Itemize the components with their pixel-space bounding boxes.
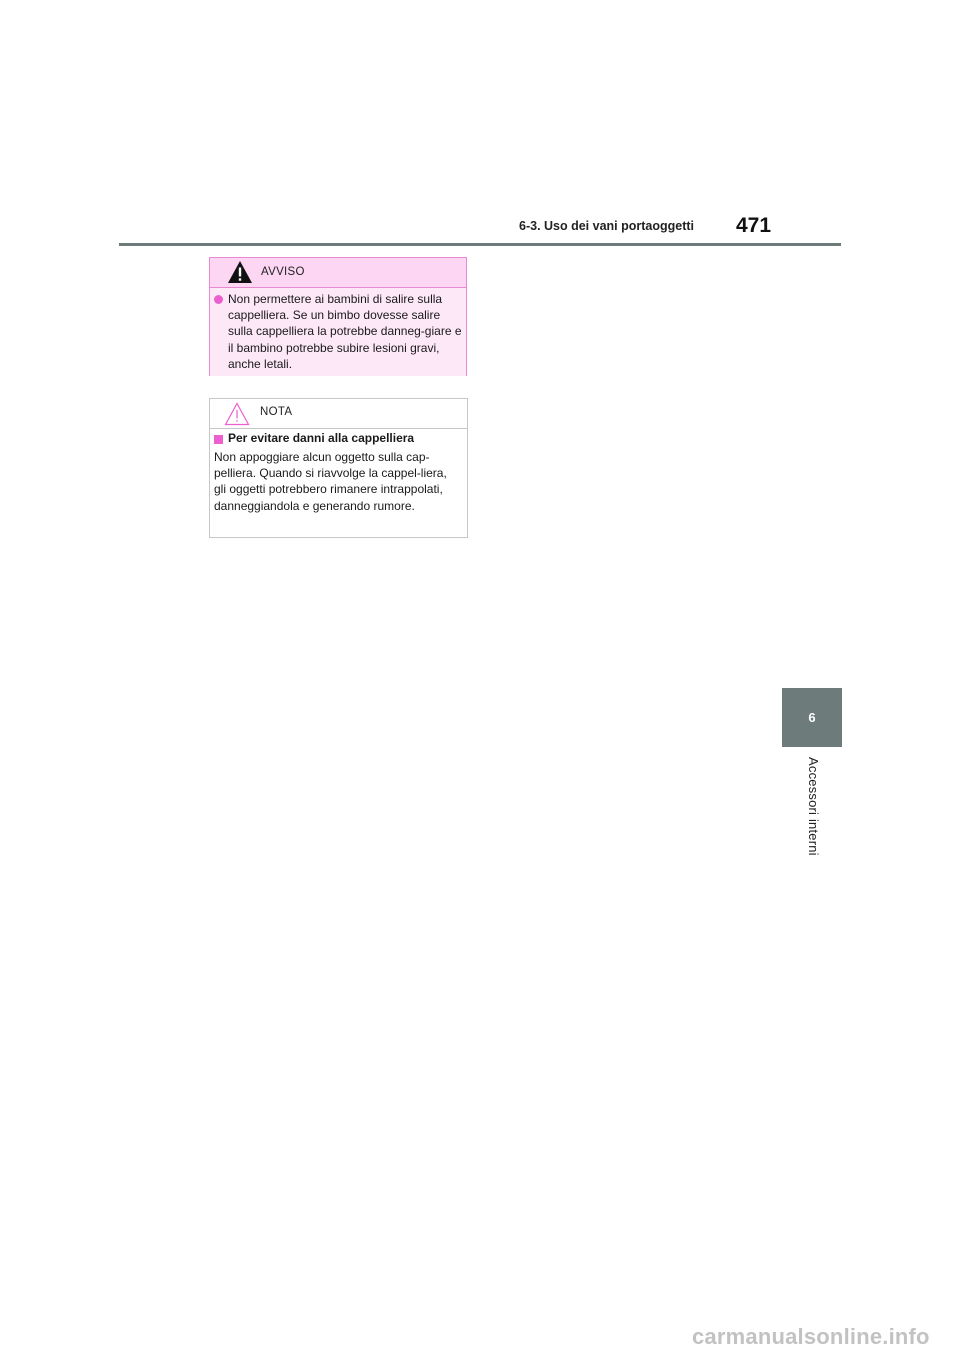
note-body <box>210 429 467 538</box>
warning-triangle-icon <box>227 260 253 284</box>
chapter-title: Accessori interni <box>806 757 821 856</box>
note-subheading: Per evitare danni alla cappelliera <box>228 431 415 445</box>
header-rule <box>119 243 841 246</box>
page-number: 471 <box>736 214 772 237</box>
warning-body <box>210 288 466 376</box>
warning-box <box>209 257 467 376</box>
warning-header <box>210 258 466 288</box>
note-text: Non appoggiare alcun oggetto sulla cap-pelliera. Quando si riavvolge la cappel-liera, gli oggetti potrebbero rimanere intrappolati, danneggiandola e generando rumore. <box>214 450 447 513</box>
warning-text: Non permettere ai bambini di salire sulla cappelliera. Se un bimbo dovesse salire sulla cappelliera la potrebbe danneg-giare e il bambino potrebbe subire lesioni gravi, anche letali. <box>228 292 462 371</box>
section-title: 6-3. Uso dei vani portaoggetti <box>519 219 695 233</box>
chapter-number: 6 <box>808 710 816 725</box>
note-box <box>209 398 468 538</box>
watermark: carmanualsonline.info <box>692 1324 930 1349</box>
bullet-square-icon <box>214 435 223 444</box>
caution-triangle-icon <box>224 402 250 426</box>
note-title: NOTA <box>260 406 293 418</box>
note-header <box>210 399 467 429</box>
chapter-tab <box>782 688 842 747</box>
warning-title: AVVISO <box>261 266 305 278</box>
bullet-circle-icon <box>214 295 223 304</box>
